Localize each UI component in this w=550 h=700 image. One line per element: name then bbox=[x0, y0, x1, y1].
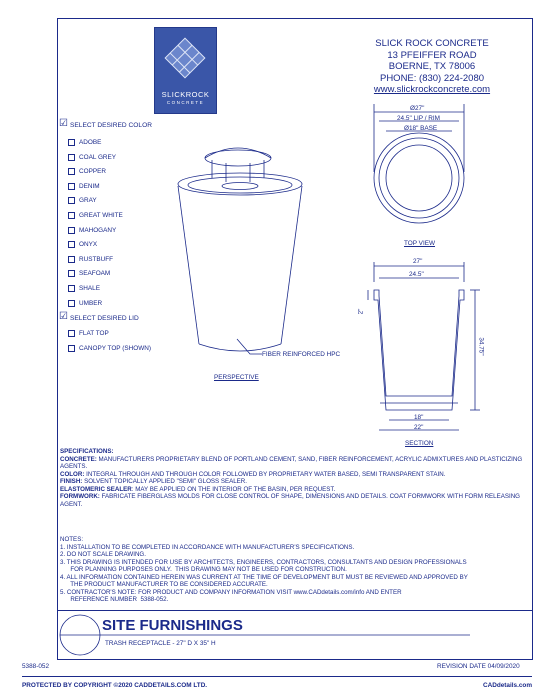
company-phone: PHONE: (830) 224-2080 bbox=[379, 72, 485, 84]
checkbox-icon[interactable] bbox=[68, 197, 75, 204]
caddetails-link[interactable]: CADdetails.com bbox=[483, 682, 533, 689]
perspective-label: PERSPECTIVE bbox=[214, 374, 259, 381]
lid-checkbox-icon[interactable]: ☑ bbox=[59, 311, 68, 322]
lid-options-title: SELECT DESIRED LID bbox=[70, 315, 139, 322]
concrete-text: MANUFACTURERS PROPRIETARY BLEND OF PORTLAND CEMENT, SAND, FIBER REINFORCEMENT, ACRYLIC ADMIXTURES AND PLASTICIZING AGENTS. bbox=[60, 455, 523, 470]
note-4b: THE PRODUCT MANUFACTURER TO BE CONSIDERED ACCURATE. bbox=[60, 581, 268, 588]
color-options-title: SELECT DESIRED COLOR bbox=[70, 122, 152, 129]
checkbox-icon[interactable] bbox=[68, 241, 75, 248]
top-view-outer-dim: Ø27" bbox=[410, 105, 425, 112]
finish-text: SOLVENT TOPICALLY APPLIED "SEMI" GLOSS SEALER. bbox=[82, 478, 247, 485]
notes-heading: NOTES: bbox=[60, 536, 84, 543]
color-option[interactable] bbox=[68, 139, 101, 146]
section-height-dim: 34.75" bbox=[477, 337, 485, 356]
color-option-label: COAL GREY bbox=[79, 153, 117, 161]
color-option-label: UMBER bbox=[79, 299, 103, 307]
section-lip-dim: 2" bbox=[357, 308, 365, 315]
checkbox-icon[interactable] bbox=[68, 256, 75, 263]
lid-option-label: FLAT TOP bbox=[79, 330, 109, 337]
note-5a: 5. CONTRACTOR'S NOTE: FOR PRODUCT AND COMPANY INFORMATION VISIT www.CADdetails.com/info AND ENTER bbox=[60, 588, 402, 596]
reference-number: 5388-052 bbox=[22, 663, 50, 670]
note-4a: 4. ALL INFORMATION CONTAINED HEREIN WAS CURRENT AT THE TIME OF DEVELOPMENT BUT MUST BE REVIEWED AND APPROVED BY bbox=[60, 573, 468, 581]
note-1: 1. INSTALLATION TO BE COMPLETED IN ACCORDANCE WITH MANUFACTURER'S SPECIFICATIONS. bbox=[60, 543, 355, 551]
color-option[interactable] bbox=[68, 270, 110, 277]
lid-option[interactable] bbox=[68, 330, 109, 337]
note-3b: FOR PLANNING PURPOSES ONLY. THIS DRAWING MAY NOT BE USED FOR CONSTRUCTION. bbox=[60, 566, 347, 573]
color-option[interactable] bbox=[68, 300, 102, 307]
color-option-label: ADOBE bbox=[79, 139, 102, 146]
color-option-label: SHALE bbox=[79, 285, 100, 292]
checkbox-icon[interactable] bbox=[68, 183, 75, 190]
color-option[interactable] bbox=[68, 197, 97, 204]
note-3a: 3. THIS DRAWING IS INTENDED FOR USE BY ARCHITECTS, ENGINEERS, CONTRACTORS, CONSULTANTS AND DESIGN PROFESSIONALS bbox=[60, 558, 467, 566]
color-option-label: COPPER bbox=[79, 168, 106, 176]
color-option[interactable] bbox=[68, 256, 113, 263]
color-option[interactable] bbox=[68, 168, 106, 175]
color-option-label: RUSTBUFF bbox=[79, 255, 114, 263]
color-option-label: GRAY bbox=[79, 197, 97, 205]
top-view-lip-dim: 24.5" LIP / RIM bbox=[397, 115, 440, 122]
specs-heading: SPECIFICATIONS: bbox=[60, 448, 114, 455]
checkbox-icon[interactable] bbox=[68, 345, 75, 352]
color-option[interactable] bbox=[68, 285, 100, 292]
checkbox-icon[interactable] bbox=[68, 285, 75, 292]
perspective-callout: FIBER REINFORCED HPC bbox=[262, 351, 341, 358]
concrete-label: CONCRETE: bbox=[60, 455, 97, 463]
elastomeric-text: : MAY BE APPLIED ON THE INTERIOR OF THE BASIN, PER REQUEST. bbox=[131, 485, 336, 493]
logo-mark-icon bbox=[155, 28, 216, 88]
checkbox-icon[interactable] bbox=[68, 270, 75, 277]
company-website[interactable]: www.slickrockconcrete.com bbox=[373, 84, 491, 95]
lid-option-label: CANOPY TOP (SHOWN) bbox=[79, 344, 151, 352]
formwork-label: FORMWORK: bbox=[60, 493, 100, 500]
revision-date: REVISION DATE 04/09/2020 bbox=[437, 663, 520, 670]
color-option-label: ONYX bbox=[79, 241, 98, 249]
note-2: 2. DO NOT SCALE DRAWING. bbox=[60, 551, 146, 558]
company-address-1: 13 PFEIFFER ROAD bbox=[387, 49, 477, 61]
finish-label: FINISH: bbox=[60, 478, 83, 485]
color-option[interactable] bbox=[68, 241, 97, 248]
logo-subtext: CONCRETE bbox=[166, 100, 205, 105]
color-option-label: SEAFOAM bbox=[79, 270, 111, 278]
color-text: INTEGRAL THROUGH AND THROUGH COLOR FOLLOWED BY PROPRIETARY WATER BASED, SEMI TRANSPARENT STAIN. bbox=[84, 470, 446, 478]
color-label: COLOR: bbox=[60, 470, 85, 478]
lid-option[interactable] bbox=[68, 345, 151, 352]
top-view-label: TOP VIEW bbox=[404, 240, 436, 247]
note-5b: REFERENCE NUMBER 5388-052. bbox=[60, 596, 169, 603]
company-info bbox=[357, 38, 507, 96]
color-option-label: GREAT WHITE bbox=[79, 212, 123, 219]
color-option-label: MAHOGANY bbox=[79, 226, 117, 234]
top-view-base-dim: Ø18" BASE bbox=[404, 125, 438, 132]
specifications bbox=[60, 448, 530, 508]
checkbox-icon[interactable] bbox=[68, 300, 75, 307]
section-top-dim: 27" bbox=[413, 258, 423, 265]
checkbox-icon[interactable] bbox=[68, 139, 75, 146]
section-bottom-dim: 22" bbox=[414, 424, 424, 431]
checkbox-icon[interactable] bbox=[68, 212, 75, 219]
color-checkbox-icon[interactable]: ☑ bbox=[59, 118, 68, 129]
color-option-label: DENIM bbox=[79, 182, 100, 190]
elastomeric-label: ELASTOMERIC SEALER bbox=[60, 485, 132, 493]
company-address-2: BOERNE, TX 78006 bbox=[388, 61, 476, 72]
checkbox-icon[interactable] bbox=[68, 227, 75, 234]
copyright: PROTECTED BY COPYRIGHT ©2020 CADDETAILS.COM LTD. bbox=[22, 682, 208, 689]
checkbox-icon[interactable] bbox=[68, 168, 75, 175]
company-name: SLICK ROCK CONCRETE bbox=[375, 38, 489, 49]
title-block-title: SITE FURNISHINGS bbox=[102, 617, 243, 634]
section-inner-dim: 24.5" bbox=[409, 271, 424, 278]
color-option[interactable] bbox=[68, 154, 116, 161]
color-option[interactable] bbox=[68, 212, 123, 219]
company-logo bbox=[154, 27, 217, 114]
title-block-subtitle: TRASH RECEPTACLE - 27" D X 35" H bbox=[105, 640, 216, 647]
checkbox-icon[interactable] bbox=[68, 154, 75, 161]
color-option[interactable] bbox=[68, 183, 100, 190]
footer-divider bbox=[22, 676, 532, 677]
logo-text: SLICKROCK bbox=[161, 90, 210, 99]
formwork-text: FABRICATE FIBERGLASS MOLDS FOR CLOSE CONTROL OF SHAPE, DIMENSIONS AND DETAILS. COAT FORMWORK WITH FORM RELEASING AGENT. bbox=[60, 493, 520, 508]
section-label: SECTION bbox=[405, 440, 434, 447]
checkbox-icon[interactable] bbox=[68, 330, 75, 337]
section-base-dim: 18" bbox=[414, 414, 424, 421]
color-option[interactable] bbox=[68, 227, 116, 234]
notes bbox=[60, 536, 530, 604]
